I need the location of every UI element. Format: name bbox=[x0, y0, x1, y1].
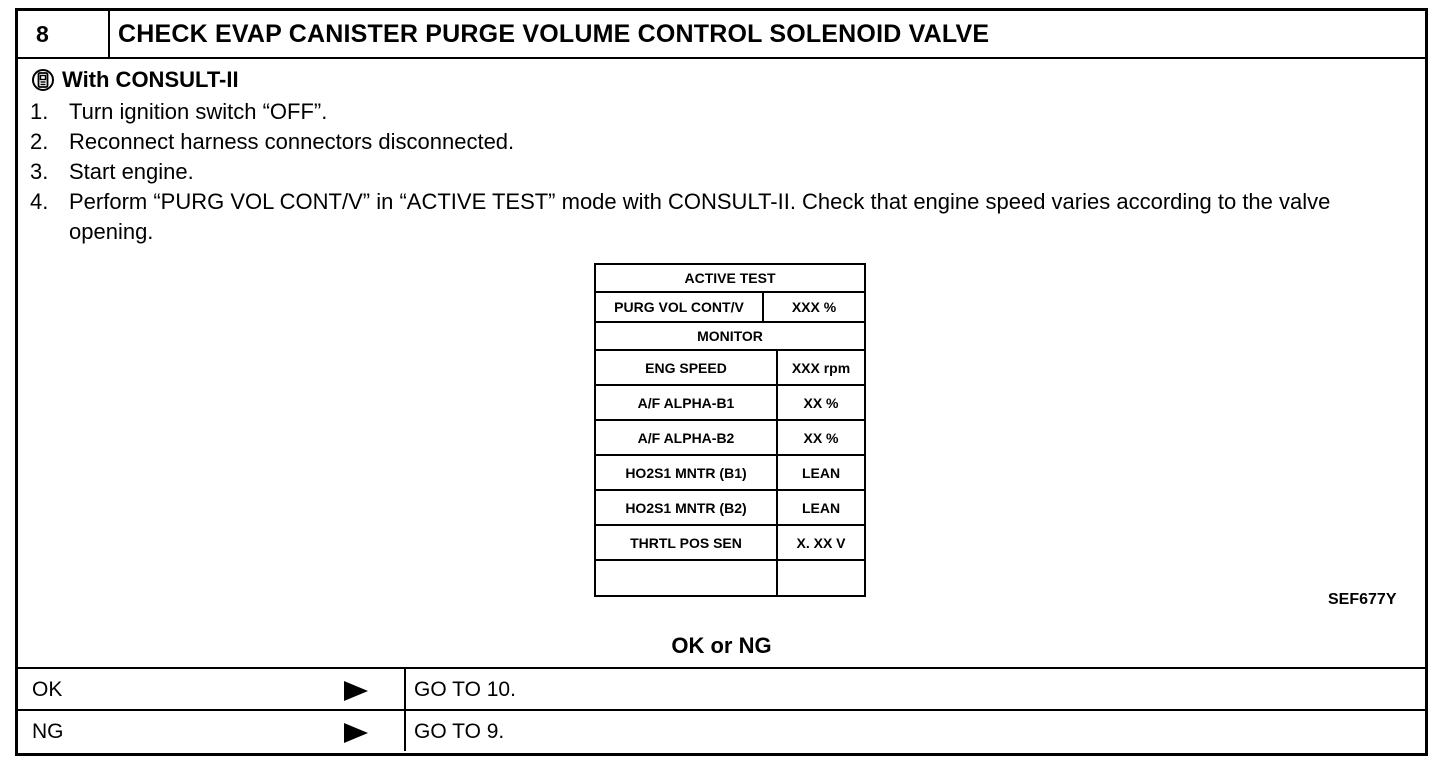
arrow-right-icon bbox=[344, 723, 368, 743]
active-item-label: PURG VOL CONT/V bbox=[614, 299, 744, 315]
step-index: 3. bbox=[30, 159, 49, 184]
monitor-row bbox=[596, 421, 864, 456]
result-label: NG bbox=[32, 720, 64, 743]
monitor-item-value: LEAN bbox=[776, 456, 864, 489]
step-text: Perform “PURG VOL CONT/V” in “ACTIVE TEST” mode with CONSULT-II. Check that engine speed varies according to the valve opening. bbox=[69, 189, 1331, 244]
step-number: 8 bbox=[36, 21, 49, 47]
result-row-ng bbox=[18, 709, 1425, 751]
step-index: 1. bbox=[30, 99, 49, 124]
active-test-row bbox=[596, 293, 864, 323]
monitor-item-value bbox=[776, 561, 864, 595]
consult-screen bbox=[594, 263, 866, 597]
monitor-row bbox=[596, 456, 864, 491]
active-test-title: ACTIVE TEST bbox=[684, 270, 776, 286]
consult-tool-icon bbox=[32, 68, 54, 92]
procedure-table bbox=[15, 8, 1428, 756]
result-question: OK or NG bbox=[671, 633, 772, 658]
monitor-row bbox=[596, 526, 864, 561]
monitor-row bbox=[596, 561, 864, 595]
monitor-item-label: ENG SPEED bbox=[645, 359, 727, 376]
monitor-item-value: X. XX V bbox=[776, 526, 864, 559]
result-divider bbox=[404, 669, 406, 709]
active-test-header bbox=[596, 265, 864, 293]
monitor-item-label: A/F ALPHA-B2 bbox=[637, 429, 735, 446]
monitor-item-label bbox=[596, 561, 776, 595]
list-item bbox=[30, 157, 1409, 187]
monitor-item-label: HO2S1 MNTR (B2) bbox=[625, 499, 747, 516]
monitor-row bbox=[596, 386, 864, 421]
arrow-right-icon bbox=[344, 681, 368, 701]
monitor-header bbox=[596, 323, 864, 351]
monitor-row bbox=[596, 491, 864, 526]
monitor-item-label: HO2S1 MNTR (B1) bbox=[625, 464, 747, 481]
monitor-item-value: LEAN bbox=[776, 491, 864, 524]
step-text: Turn ignition switch “OFF”. bbox=[69, 99, 328, 124]
step-header bbox=[18, 11, 1425, 59]
monitor-row bbox=[596, 351, 864, 386]
step-text: Reconnect harness connectors disconnected. bbox=[69, 129, 515, 154]
result-goto: GO TO 9. bbox=[414, 720, 505, 743]
consult-heading bbox=[32, 67, 239, 93]
list-item bbox=[30, 127, 1409, 157]
monitor-item-label: A/F ALPHA-B1 bbox=[637, 394, 735, 411]
result-label: OK bbox=[32, 678, 63, 701]
list-item bbox=[30, 97, 1409, 127]
step-title: CHECK EVAP CANISTER PURGE VOLUME CONTROL SOLENOID VALVE bbox=[118, 20, 990, 48]
monitor-item-label: THRTL POS SEN bbox=[630, 534, 742, 551]
step-list bbox=[30, 97, 1409, 247]
monitor-item-value: XX % bbox=[776, 386, 864, 419]
figure-code: SEF677Y bbox=[1328, 591, 1397, 608]
result-divider bbox=[404, 711, 406, 751]
result-goto: GO TO 10. bbox=[414, 678, 516, 701]
monitor-title: MONITOR bbox=[697, 328, 763, 344]
monitor-item-value: XXX rpm bbox=[776, 351, 864, 384]
step-index: 2. bbox=[30, 129, 49, 154]
step-text: Start engine. bbox=[69, 159, 194, 184]
step-index: 4. bbox=[30, 189, 49, 214]
consult-label: With CONSULT-II bbox=[62, 67, 239, 92]
active-item-value: XXX % bbox=[762, 293, 864, 321]
list-item bbox=[30, 187, 1409, 247]
monitor-item-value: XX % bbox=[776, 421, 864, 454]
result-row-ok bbox=[18, 667, 1425, 709]
header-divider bbox=[108, 11, 110, 57]
